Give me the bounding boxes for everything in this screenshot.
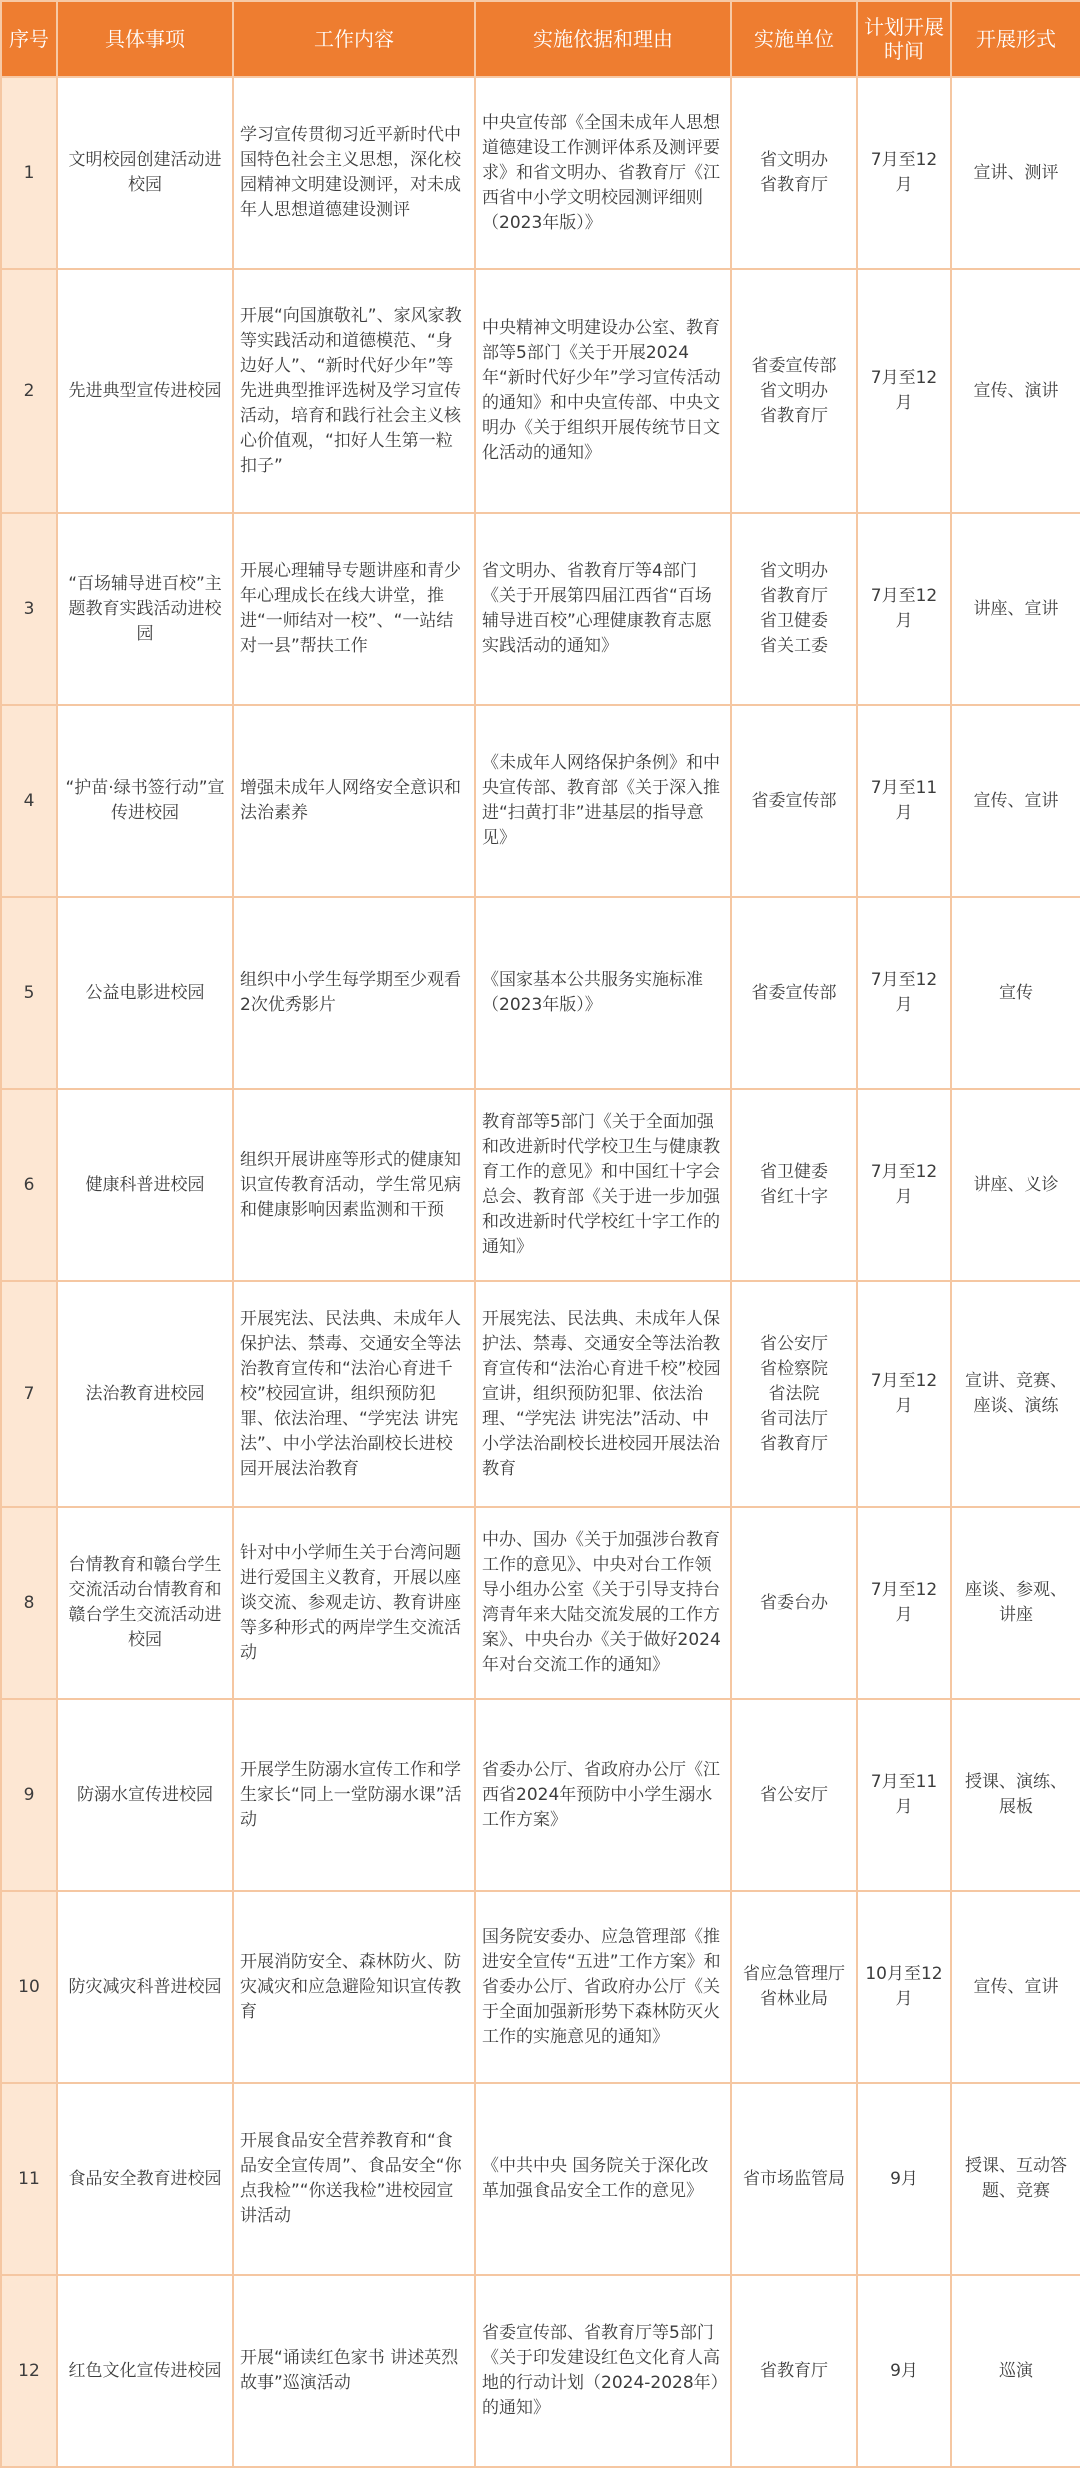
header-form: 开展形式 <box>951 1 1080 77</box>
row-number: 7 <box>1 1281 57 1507</box>
row-content: 开展“向国旗敬礼”、家风家教等实践活动和道德模范、“身边好人”、“新时代好少年”等先进典型推评选树及学习宣传活动，培育和践行社会主义核心价值观，“扣好人生第一粒扣子” <box>233 269 475 513</box>
table-row <box>1 513 1080 705</box>
row-item: 法治教育进校园 <box>57 1281 233 1507</box>
row-basis: 《未成年人网络保护条例》和中央宣传部、教育部《关于深入推进“扫黄打非”进基层的指导意见》 <box>475 705 731 897</box>
row-form: 授课、演练、展板 <box>951 1699 1080 1891</box>
row-basis: 省文明办、省教育厅等4部门《关于开展第四届江西省“百场辅导进百校”心理健康教育志愿实践活动的通知》 <box>475 513 731 705</box>
row-item: 红色文化宣传进校园 <box>57 2275 233 2467</box>
row-time: 10月至12月 <box>857 1891 951 2083</box>
row-content: 开展消防安全、森林防火、防灾减灾和应急避险知识宣传教育 <box>233 1891 475 2083</box>
row-basis: 省委办公厅、省政府办公厅《江西省2024年预防中小学生溺水工作方案》 <box>475 1699 731 1891</box>
row-item: 文明校园创建活动进校园 <box>57 77 233 269</box>
row-form: 宣传 <box>951 897 1080 1089</box>
row-item: 台情教育和赣台学生交流活动台情教育和赣台学生交流活动进校园 <box>57 1507 233 1699</box>
row-unit: 省委宣传部 <box>731 897 857 1089</box>
table-header-row <box>1 1 1080 77</box>
header-unit: 实施单位 <box>731 1 857 77</box>
table-row <box>1 77 1080 269</box>
row-content: 针对中小学师生关于台湾问题进行爱国主义教育，开展以座谈交流、参观走访、教育讲座等多种形式的两岸学生交流活动 <box>233 1507 475 1699</box>
row-unit: 省委宣传部 省文明办 省教育厅 <box>731 269 857 513</box>
row-form: 巡演 <box>951 2275 1080 2467</box>
table-row <box>1 269 1080 513</box>
row-time: 9月 <box>857 2083 951 2275</box>
row-number: 12 <box>1 2275 57 2467</box>
table-row <box>1 1891 1080 2083</box>
header-no: 序号 <box>1 1 57 77</box>
row-time: 9月 <box>857 2275 951 2467</box>
row-basis: 国务院安委办、应急管理部《推进安全宣传“五进”工作方案》和省委办公厅、省政府办公厅《关于全面加强新形势下森林防灭火工作的实施意见的通知》 <box>475 1891 731 2083</box>
row-item: 防灾减灾科普进校园 <box>57 1891 233 2083</box>
table-row <box>1 2275 1080 2467</box>
row-number: 6 <box>1 1089 57 1281</box>
row-time: 7月至12月 <box>857 269 951 513</box>
row-content: 开展学生防溺水宣传工作和学生家长“同上一堂防溺水课”活动 <box>233 1699 475 1891</box>
row-form: 授课、互动答题、竞赛 <box>951 2083 1080 2275</box>
row-item: 防溺水宣传进校园 <box>57 1699 233 1891</box>
row-form: 宣传、演讲 <box>951 269 1080 513</box>
row-basis: 《国家基本公共服务实施标准（2023年版）》 <box>475 897 731 1089</box>
row-item: 先进典型宣传进校园 <box>57 269 233 513</box>
row-number: 5 <box>1 897 57 1089</box>
row-number: 8 <box>1 1507 57 1699</box>
row-unit: 省市场监管局 <box>731 2083 857 2275</box>
row-form: 宣讲、竞赛、座谈、演练 <box>951 1281 1080 1507</box>
table-row <box>1 1089 1080 1281</box>
row-content: 开展“诵读红色家书 讲述英烈故事”巡演活动 <box>233 2275 475 2467</box>
row-number: 3 <box>1 513 57 705</box>
header-basis: 实施依据和理由 <box>475 1 731 77</box>
row-number: 4 <box>1 705 57 897</box>
row-content: 增强未成年人网络安全意识和法治素养 <box>233 705 475 897</box>
row-unit: 省公安厅 省检察院 省法院 省司法厅 省教育厅 <box>731 1281 857 1507</box>
row-content: 开展心理辅导专题讲座和青少年心理成长在线大讲堂，推进“一师结对一校”、“一站结对一县”帮扶工作 <box>233 513 475 705</box>
row-number: 2 <box>1 269 57 513</box>
row-basis: 教育部等5部门《关于全面加强和改进新时代学校卫生与健康教育工作的意见》和中国红十字会总会、教育部《关于进一步加强和改进新时代学校红十字工作的通知》 <box>475 1089 731 1281</box>
row-form: 宣讲、测评 <box>951 77 1080 269</box>
row-number: 1 <box>1 77 57 269</box>
row-content: 组织开展讲座等形式的健康知识宣传教育活动，学生常见病和健康影响因素监测和干预 <box>233 1089 475 1281</box>
row-item: “百场辅导进百校”主题教育实践活动进校园 <box>57 513 233 705</box>
row-unit: 省委宣传部 <box>731 705 857 897</box>
row-content: 开展宪法、民法典、未成年人保护法、禁毒、交通安全等法治教育宣传和“法治心育进千校”校园宣讲，组织预防犯罪、依法治理、“学宪法 讲宪法”、中小学法治副校长进校园开展法治教育 <box>233 1281 475 1507</box>
row-content: 组织中小学生每学期至少观看2次优秀影片 <box>233 897 475 1089</box>
row-number: 10 <box>1 1891 57 2083</box>
row-unit: 省应急管理厅 省林业局 <box>731 1891 857 2083</box>
row-time: 7月至12月 <box>857 1507 951 1699</box>
table-row <box>1 897 1080 1089</box>
row-unit: 省委台办 <box>731 1507 857 1699</box>
table-row <box>1 1281 1080 1507</box>
row-form: 讲座、宣讲 <box>951 513 1080 705</box>
row-form: 讲座、义诊 <box>951 1089 1080 1281</box>
row-basis: 中央宣传部《全国未成年人思想道德建设工作测评体系及测评要求》和省文明办、省教育厅《江西省中小学文明校园测评细则（2023年版）》 <box>475 77 731 269</box>
row-unit: 省卫健委 省红十字 <box>731 1089 857 1281</box>
row-item: 公益电影进校园 <box>57 897 233 1089</box>
row-unit: 省文明办 省教育厅 省卫健委 省关工委 <box>731 513 857 705</box>
table-row <box>1 1699 1080 1891</box>
row-form: 座谈、参观、讲座 <box>951 1507 1080 1699</box>
row-unit: 省教育厅 <box>731 2275 857 2467</box>
row-content: 开展食品安全营养教育和“食品安全宣传周”、食品安全“你点我检”“你送我检”进校园宣讲活动 <box>233 2083 475 2275</box>
row-number: 9 <box>1 1699 57 1891</box>
row-time: 7月至11月 <box>857 1699 951 1891</box>
row-content: 学习宣传贯彻习近平新时代中国特色社会主义思想，深化校园精神文明建设测评，对未成年人思想道德建设测评 <box>233 77 475 269</box>
row-basis: 中央精神文明建设办公室、教育部等5部门《关于开展2024年“新时代好少年”学习宣传活动的通知》和中央宣传部、中央文明办《关于组织开展传统节日文化活动的通知》 <box>475 269 731 513</box>
row-time: 7月至12月 <box>857 1281 951 1507</box>
row-number: 11 <box>1 2083 57 2275</box>
row-basis: 《中共中央 国务院关于深化改革加强食品安全工作的意见》 <box>475 2083 731 2275</box>
row-unit: 省公安厅 <box>731 1699 857 1891</box>
table-row <box>1 2083 1080 2275</box>
row-basis: 省委宣传部、省教育厅等5部门《关于印发建设红色文化育人高地的行动计划（2024-2028年）的通知》 <box>475 2275 731 2467</box>
header-content: 工作内容 <box>233 1 475 77</box>
row-time: 7月至12月 <box>857 513 951 705</box>
row-basis: 开展宪法、民法典、未成年人保护法、禁毒、交通安全等法治教育宣传和“法治心育进千校”校园宣讲，组织预防犯罪、依法治理、“学宪法 讲宪法”活动、中小学法治副校长进校园开展法治教育 <box>475 1281 731 1507</box>
table-row <box>1 1507 1080 1699</box>
row-form: 宣传、宣讲 <box>951 1891 1080 2083</box>
row-unit: 省文明办 省教育厅 <box>731 77 857 269</box>
table-row <box>1 705 1080 897</box>
row-form: 宣传、宣讲 <box>951 705 1080 897</box>
row-item: 健康科普进校园 <box>57 1089 233 1281</box>
row-time: 7月至12月 <box>857 897 951 1089</box>
header-item: 具体事项 <box>57 1 233 77</box>
header-time: 计划开展时间 <box>857 1 951 77</box>
row-item: “护苗·绿书签行动”宣传进校园 <box>57 705 233 897</box>
row-item: 食品安全教育进校园 <box>57 2083 233 2275</box>
row-time: 7月至12月 <box>857 1089 951 1281</box>
row-time: 7月至12月 <box>857 77 951 269</box>
row-time: 7月至11月 <box>857 705 951 897</box>
row-basis: 中办、国办《关于加强涉台教育工作的意见》、中央对台工作领导小组办公室《关于引导支持台湾青年来大陆交流发展的工作方案》、中央台办《关于做好2024年对台交流工作的通知》 <box>475 1507 731 1699</box>
